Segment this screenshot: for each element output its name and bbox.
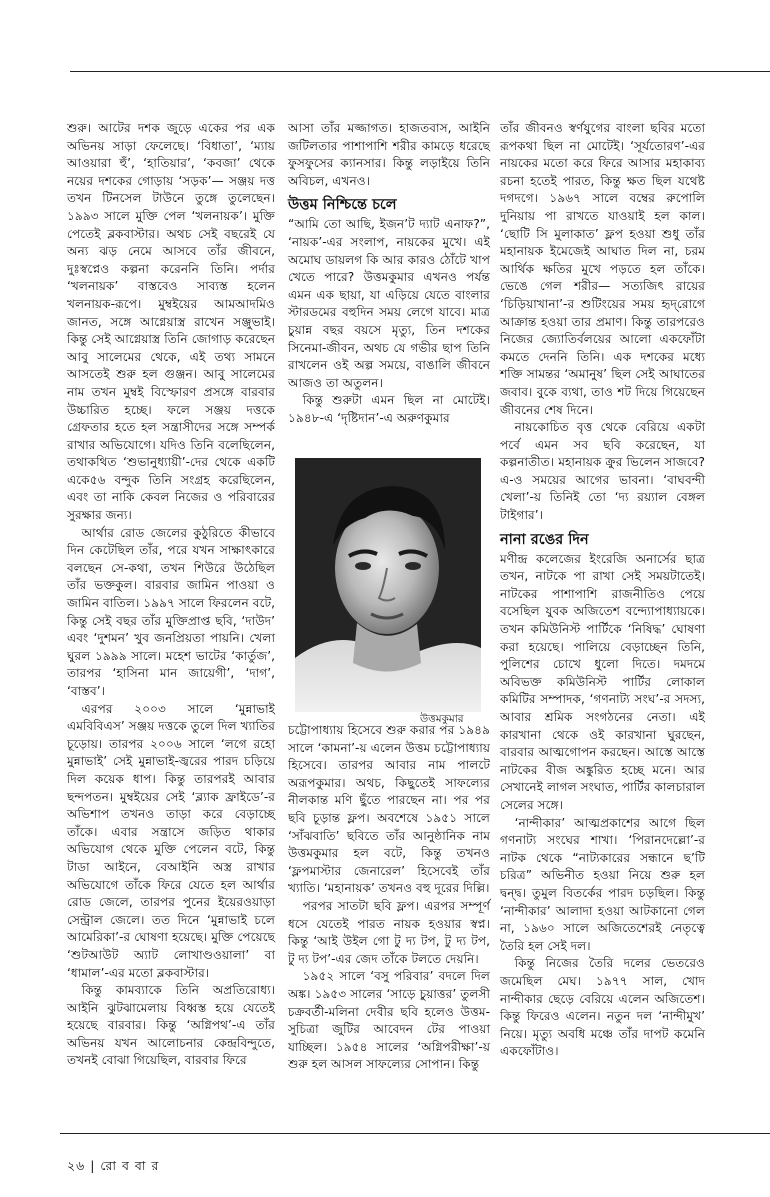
section-heading: নানা রঙের দিন: [500, 531, 589, 548]
paragraph: কিন্তু কামব্যাকে তিনি অপ্রতিরোধ্য। আইনি ঝুটঝামেলায় বিধ্বস্ত হয়ে যেতেই হয়েছে বারবার। কিন্তু ‘অগ্নিপথ’-এ তাঁর অভিনয় যখন আলোচনার কেন্দ্রবিন্দুতে, তখনই বোঝা গিয়েছিল, বারবার ফিরে: [67, 983, 275, 1068]
top-rule: [70, 71, 770, 72]
paragraph: ‘নান্দীকার’ আত্মপ্রকাশের আগে ছিল গণনাট্য সংঘের শাখা। ‘পিরানদেল্লো’-র নাটক থেকে “নাট্যকারের সন্ধানে ছ’টি চরিত্র” অভিনীত হওয়া নিয়ে শুরু হল দ্বন্দ্ব। তুমুল বিতর্কের পারদ চড়ছিল। কিন্তু ‘নান্দীকার’ আলাদা হওয়া আটকানো গেল না, ১৯৬০ সালে অজিতেশেরই নেতৃত্বে তৈরি হল সেই দল।: [500, 815, 705, 953]
photo-caption: উত্তমকুমার: [420, 713, 464, 725]
column-2-top: [288, 120, 490, 428]
portrait-photo: [295, 458, 481, 712]
paragraph: আসা তাঁর মজ্জাগত। হাজতবাস, আইনি জটিলতার পাশাপাশি শরীর কামড়ে ধরেছে ফুসফুসের ক্যানসার। কিন্তু লড়াইয়ে তিনি অবিচল, এখনও।: [288, 121, 490, 188]
paragraph: এরপর ২০০৩ সালে ‘মুন্নাভাই এমবিবিএস’ সঞ্জয় দত্তকে তুলে দিল খ্যাতির চূড়োয়। তারপর ২০০৬ সালে ‘লগে রহো মুন্নাভাই’ সেই মুন্নাভাই-জ্বরের পারদ চড়িয়ে দিল কয়েক ধাপ। কিন্তু তারপরই আবার ছন্দপতন। মুম্বইয়ের সেই ‘ব্ল্যাক ফ্রাইডে’-র অভিশাপ তখনও তাড়া করে বেড়াচ্ছে তাঁকে। এবার সন্ত্রাসে জড়িত থাকার অভিযোগ থেকে মুক্তি পেলেন বটে, কিন্তু টাডা আইনে, বেআইনি অস্ত্র রাখার অভিযোগে তাঁকে ফিরে যেতে হল আর্থার রোড জেলে, তারপর পুনের ইয়েরওয়াড়া সেন্ট্রাল জেলে। তত দিনে ‘মুন্নাভাই চলে আমেরিকা’-র ঘোষণা হয়েছে। মুক্তি পেয়েছে ‘শুটআউট অ্যাট লোখাণ্ডওয়ালা’ বা ‘ধামাল’-এর মতো ব্লকবাস্টার।: [67, 701, 275, 980]
paragraph: ১৯৫২ সালে ‘বসু পরিবার’ বদলে দিল অঙ্ক। ১৯৫৩ সালের ‘সাড়ে চুয়াত্তর’ তুলসী চক্রবর্তী-মলিনা দেবীর ছবি হলেও উত্তম-সুচিত্রা জুটির আবেদন টের পাওয়া যাচ্ছিল। ১৯৫৪ সালের ‘অগ্নিপরীক্ষা’-য় শুরু হল আসল সাফল্যের সোপান। কিন্তু: [288, 969, 490, 1072]
page-folio: ২৬ | রো ব বা র: [67, 1158, 160, 1173]
section-heading: উত্তম নিশ্চিন্তে চলে: [288, 197, 397, 214]
paragraph: তাঁর জীবনও স্বর্ণযুগের বাংলা ছবির মতো রূপকথা ছিল না মোটেই। ‘সূর্যতোরণ’-এর নায়কের মতো করে ফিরে আসার মহাকাব্য রচনা হতেই পারত, কিন্তু ক্ষত ছিল যথেষ্ট দগদগে। ১৯৬৭ সালে বম্বের রুপোলি দুনিয়ায় পা রাখতে যাওয়াই হল কাল। ‘ছোটি সি মুলাকাত’ ফ্লপ হওয়া শুধু তাঁর মহানায়ক ইমেজেই আঘাত দিল না, চরম আর্থিক ক্ষতির মুখে পড়তে হল তাঁকে। ভেঙে গেল শরীর— সত্যজিৎ রায়ের ‘চিড়িয়াখানা’-র শুটিংয়ের সময় হৃদ্‌রোগে আক্রান্ত হওয়া তার প্রমাণ। কিন্তু তারপরেও নিজের জ্যোতির্বলয়ের আলো একফোঁটা কমতে দেননি তিনি। এক দশকের মধ্যে শক্তি সামন্তর ‘অমানুষ’ ছিল সেই আঘাতের জবাব। বুকে ব্যথা, তাও শট দিয়ে গিয়েছেন জীবনের শেষ দিনে।: [500, 121, 705, 417]
paragraph: পরপর সাতটা ছবি ফ্লপ। এরপর সম্পূর্ণ ধসে যেতেই পারত নায়ক হওয়ার স্বপ্ন। কিন্তু ‘আই উইল গো টু দ্য টপ, টু দ্য টপ, টু দ্য টপ’-এর জেদ তাঁকে টলতে দেয়নি।: [288, 898, 490, 966]
paragraph: আর্থার রোড জেলের কুঠুরিতে কীভাবে দিন কেটেছিল তাঁর, পরে যখন সাক্ষাৎকারে বলছেন সে-কথা, তখন শিউরে উঠেছিল তাঁর ভক্তকুল। বারবার জামিন পাওয়া ও জামিন বাতিল। ১৯৯৭ সালে ফিরলেন বটে, কিন্তু সেই বছর তাঁর মুক্তিপ্রাপ্ত ছবি, ‘দাউদ’ এবং ‘দুশমন’ খুব জনপ্রিয়তা পায়নি। খেলা ঘুরল ১৯৯৯ সালে। মহেশ ভাটের ‘কার্তুজ’, তারপর ‘হাসিনা মান জায়েগী’, ‘দাগ’, ‘বাস্তব’।: [67, 525, 275, 698]
column-1: [67, 120, 275, 1070]
column-2-bottom: [288, 722, 490, 1074]
paragraph: মণীন্দ্র কলেজের ইংরেজি অনার্সের ছাত্র তখন, নাটকে পা রাখা সেই সময়টাতেই। নাটকের পাশাপাশি রাজনীতিও পেয়ে বসেছিল যুবক অজিতেশ বন্দ্যোপাধ্যায়কে। তখন কমিউনিস্ট পার্টিকে ‘নিষিদ্ধ’ ঘোষণা করা হয়েছে। পালিয়ে বেড়াচ্ছেন তিনি, পুলিশের চোখে ধুলো দিতে। দমদমে অবিভক্ত কমিউনিস্ট পার্টির লোকাল কমিটির সম্পাদক, ‘গণনাট্য সংঘ’-র সদস্য, আবার শ্রমিক সংগঠনের নেতা। এই কারখানা থেকে ওই কারখানা ঘুরছেন, বারবার আত্মগোপন করছেন। আস্তে আস্তে নাটকের বীজ অঙ্কুরিত হচ্ছে মনে। আর সেখানেই লাগল সংঘাত, পার্টির কালচারাল সেলের সঙ্গে।: [500, 551, 705, 812]
paragraph: চট্টোপাধ্যায় হিসেবে শুরু করার পর ১৯৪৯ সালে ‘কামনা’-য় এলেন উত্তম চট্টোপাধ্যায় হিসেবে। তারপর আবার নাম পালটে অরূপকুমার। অথচ, কিছুতেই সাফল্যের নীলকান্ত মণি ছুঁতে পারছেন না। পর পর ছবি চূড়ান্ত ফ্লপ। অবশেষে ১৯৫১ সালে ‘সাঁঝবাতি’ ছবিতে তাঁর আনুষ্ঠানিক নাম উত্তমকুমার হল বটে, কিন্তু তখনও ‘ফ্লপমাস্টার জেনারেল’ হিসেবেই তাঁর খ্যাতি। ‘মহানায়ক’ তখনও বহু দূরের দিল্লি।: [288, 723, 490, 896]
paragraph: নায়কোচিত বৃত্ত থেকে বেরিয়ে একটা পর্বে এমন সব ছবি করেছেন, যা কল্পনাতীত। মহানায়ক ক্রুর ভিলেন সাজবে? এ-ও সময়ের আগের ভাবনা। ‘বাঘবন্দী খেলা’-য় তিনিই তো ‘দ্য রয়্যাল বেঙ্গল টাইগার’।: [500, 420, 705, 523]
paragraph: কিন্তু নিজের তৈরি দলের ভেতরেও জমেছিল মেঘ। ১৯৭৭ সাল, খোদ নান্দীকার ছেড়ে বেরিয়ে এলেন অজিতেশ। কিন্তু ফিরেও এলেন। নতুন দল ‘নান্দীমুখ’ নিয়ে। মৃত্যু অবধি মঞ্চে তাঁর দাপট কমেনি একফোঁটাও।: [500, 956, 705, 1059]
paragraph: “আমি তো আছি, ইজন’ট দ্যাট এনাফ?”, ‘নায়ক’-এর সংলাপ, নায়কের মুখে। এই অমোঘ ডায়লগ কি আর কারও ঠোঁটে খাপ খেতে পারে? উত্তমকুমার এখনও পর্যন্ত এমন এক ছায়া, যা এড়িয়ে যেতে বাংলার স্টারডমের বহুদিন সময় লেগে যাবে। মাত্র চুয়ান্ন বছর বয়সে মৃত্যু, তিন দশকের সিনেমা-জীবন, অথচ যে গভীর ছাপ তিনি রাখলেন ওই অল্প সময়ে, বাঙালি জীবনে আজও তা অতুলন।: [288, 217, 490, 390]
column-3: [500, 120, 705, 1061]
bottom-rule: [60, 1133, 770, 1134]
paragraph: শুরু। আটের দশক জুড়ে একের পর এক অভিনয় সাড়া ফেলেছে। ‘বিধাতা’, ‘ম্যায় আওয়ারা হুঁ’, ‘হাতিয়ার’, ‘কবজা’ থেকে নয়ের দশকের গোড়ায় ‘সড়ক’— সঞ্জয় দত্ত তখন টিনসেল টাউনে তুঙ্গে তুলেছেন। ১৯৯৩ সালে মুক্তি পেল ‘খলনায়ক’। মুক্তি পেতেই ব্লকবাস্টার। অথচ সেই বছরেই যে অন্য ঝড় নেমে আসবে তাঁর জীবনে, দুঃস্বপ্নেও কল্পনা করেননি তিনি। পর্দার ‘খলনায়ক’ বাস্তবেও সাব্যস্ত হলেন খলনায়ক-রূপে। মুম্বইয়ের আমআদমিও জানত, সঙ্গে আগ্নেয়াস্ত্র রাখেন সঞ্জুভাই। কিন্তু সেই আগ্নেয়াস্ত্র তিনি জোগাড় করেছেন আবু সালেমের থেকে, এই তথ্য সামনে আসতেই শুরু হল গুঞ্জন। আবু সালেমের নাম তখন মুম্বই বিস্ফোরণ প্রসঙ্গে বারবার উচ্চারিত হচ্ছে। ফলে সঞ্জয় দত্তকে গ্রেফতার হতে হল সন্ত্রাসীদের সঙ্গে সম্পর্ক রাখার অভিযোগে। যদিও তিনি বলেছিলেন, তথাকথিত ‘শুভানুধ্যায়ী’-দের থেকে একটি একে৫৬ বন্দুক তিনি সংগ্রহ করেছিলেন, এবং তা নাকি কেবল নিজের ও পরিবারের সুরক্ষার জন্য।: [67, 121, 275, 523]
paragraph: কিন্তু শুরুটা এমন ছিল না মোটেই। ১৯৪৮-এ ‘দৃষ্টিদান’-এ অরুণকুমার: [288, 393, 490, 425]
